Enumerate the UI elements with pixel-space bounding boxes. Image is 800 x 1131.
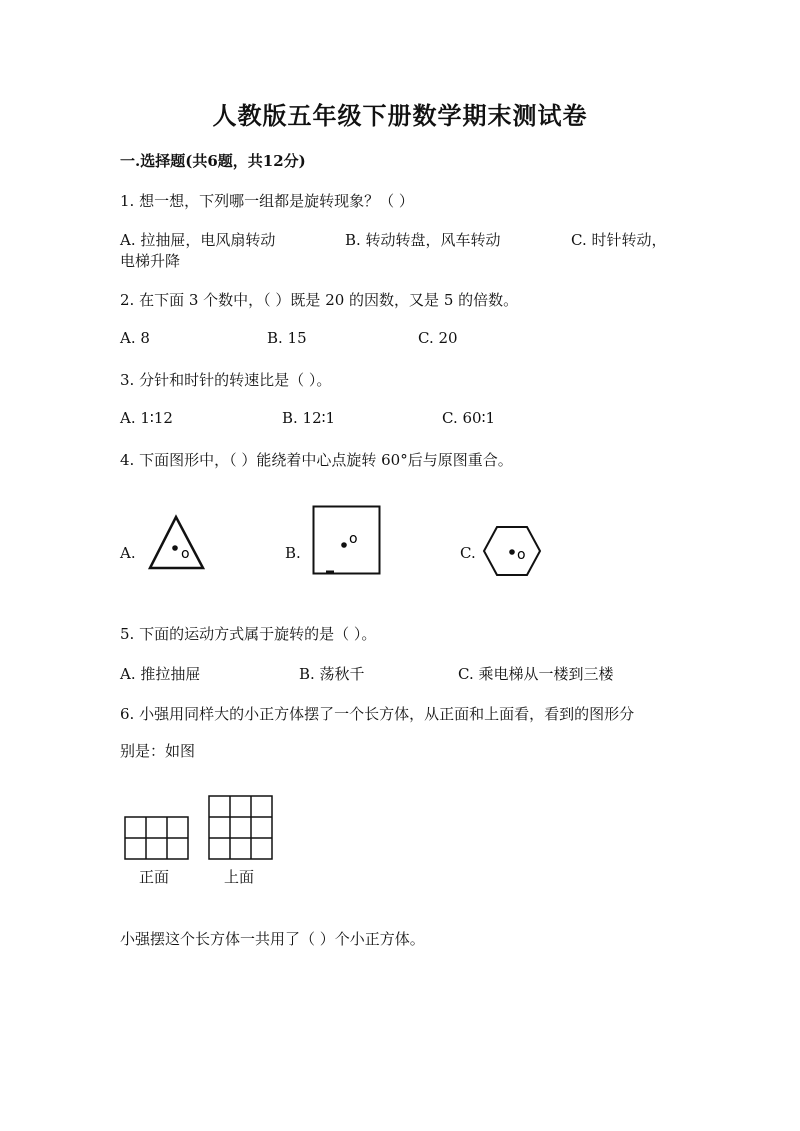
square-shape xyxy=(314,507,380,574)
top-view-grid xyxy=(208,795,275,862)
section-heading: 一.选择题(共6题，共12分) xyxy=(120,152,306,170)
question-5: 5. 下面的运动方式属于旋转的是（ ）。 xyxy=(120,625,377,643)
square-center-dot xyxy=(341,542,347,548)
top-view-label: 上面 xyxy=(224,868,255,886)
q1-option-b: B. 转动转盘，风车转动 xyxy=(345,231,501,249)
triangle-mark: o xyxy=(181,546,190,562)
q1-option-c: C. 时针转动， xyxy=(571,231,667,249)
hexagon-mark: o xyxy=(517,547,526,563)
square-mark: o xyxy=(349,531,358,547)
q5-option-b: B. 荡秋千 xyxy=(299,665,365,683)
question-1: 1. 想一想，下列哪一组都是旋转现象？（ ） xyxy=(120,192,414,210)
q3-option-c: C. 60∶1 xyxy=(442,409,496,427)
triangle-center-dot xyxy=(172,545,178,551)
question-4: 4. 下面图形中，（ ）能绕着中心点旋转 60°后与原图重合。 xyxy=(120,451,513,469)
question-6-line1: 6. 小强用同样大的小正方体摆了一个长方体，从正面和上面看，看到的图形分 xyxy=(120,705,635,723)
q4-option-c: C. xyxy=(460,544,476,562)
q2-option-a: A. 8 xyxy=(120,329,150,347)
hexagon-center-dot xyxy=(509,549,515,555)
question-6-line2: 别是：如图 xyxy=(120,742,196,760)
question-6-follow-up: 小强摆这个长方体一共用了（ ）个小正方体。 xyxy=(120,930,425,948)
question-2: 2. 在下面 3 个数中，（ ）既是 20 的因数，又是 5 的倍数。 xyxy=(120,291,519,309)
page-title: 人教版五年级下册数学期末测试卷 xyxy=(212,101,588,130)
q1-option-a: A. 拉抽屉，电风扇转动 xyxy=(120,231,276,249)
front-view-label: 正面 xyxy=(139,868,170,886)
q5-option-a: A. 推拉抽屉 xyxy=(120,665,201,683)
q1-option-c-continued: 电梯升降 xyxy=(120,252,181,270)
q3-option-b: B. 12∶1 xyxy=(282,409,336,427)
q4-option-b: B. xyxy=(285,544,301,562)
q3-option-a: A. 1∶12 xyxy=(120,409,173,427)
front-view-grid xyxy=(124,816,190,862)
q5-option-c: C. 乘电梯从一楼到三楼 xyxy=(458,665,614,683)
square-figure xyxy=(312,505,382,577)
question-3: 3. 分针和时针的转速比是（ ）。 xyxy=(120,371,332,389)
triangle-shape xyxy=(150,517,203,568)
triangle-figure xyxy=(145,512,207,572)
hexagon-figure xyxy=(482,525,542,577)
q2-option-c: C. 20 xyxy=(418,329,458,347)
q2-option-b: B. 15 xyxy=(267,329,307,347)
q4-option-a: A. xyxy=(120,544,136,562)
